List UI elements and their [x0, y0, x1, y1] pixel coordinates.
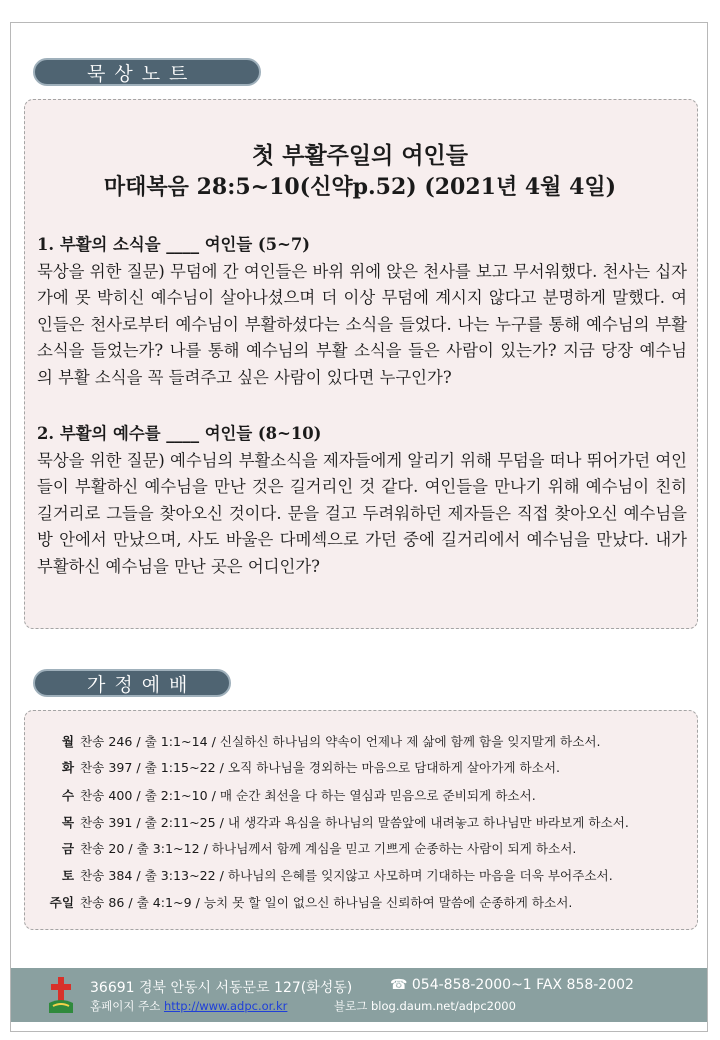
- question-2-body: 묵상을 위한 질문) 예수님의 부활소식을 제자들에게 알리기 위해 무덤을 떠나 뛰어가던 여인들이 부활하신 예수님을 만난 것은 길거리인 것 같다. 여인들을 만나기 위해 예수님이 친히 길거리로 그들을 찾아오신 것이다. 문을 걸고 두려워하던 제자들은 직접 찾아오신 예수님을 방 안에서 만났으며, 사도 바울은 다메섹으로 가던 중에 길거리에서 예수님을 만났다. 내가 부활하신 예수님을 만난 곳은 어디인가?: [37, 450, 687, 576]
- meditation-title: 첫 부활주일의 여인들: [252, 142, 468, 169]
- question-1-heading: 1. 부활의 소식을 ____ 여인들 (5~7): [37, 235, 310, 254]
- worship-text: 찬송 397 / 출 1:15~22 / 오직 하나님을 경외하는 마음으로 담대하게 살아가게 하소서.: [80, 759, 561, 775]
- section-title-meditation: 묵상노트: [33, 58, 261, 86]
- worship-day: 목: [61, 814, 74, 830]
- worship-text: 찬송 86 / 출 4:1~9 / 능치 못 할 일이 없으신 하나님을 신뢰하여 말씀에 순종하게 하소서.: [80, 894, 573, 910]
- section-title-family-worship: 가정예배: [33, 669, 231, 697]
- worship-text: 찬송 246 / 출 1:1~14 / 신실하신 하나님의 약속이 언제나 제 삶에 함께 함을 잊지말게 하소서.: [80, 733, 601, 749]
- footer-homepage-link[interactable]: http://www.adpc.or.kr: [163, 999, 288, 1013]
- worship-row-tue: [30, 756, 560, 776]
- worship-row-sun: [30, 891, 572, 911]
- meditation-subtitle: 마태복음 28:5~10(신약p.52) (2021년 4월 4일): [103, 174, 617, 200]
- worship-text: 찬송 400 / 출 2:1~10 / 매 순간 최선을 다 하는 열심과 믿음으로 준비되게 하소서.: [80, 787, 536, 803]
- worship-row-wed: [30, 784, 536, 804]
- worship-text: 찬송 20 / 출 3:1~12 / 하나님께서 함께 계심을 믿고 기쁘게 순종하는 사람이 되게 하소서.: [80, 840, 577, 856]
- worship-text: 찬송 391 / 출 2:11~25 / 내 생각과 욕심을 하나님의 말씀앞에 내려놓고 하나님만 바라보게 하소서.: [80, 814, 629, 830]
- footer-line-1: [90, 977, 634, 997]
- worship-day: 금: [61, 840, 74, 856]
- question-1-body: 묵상을 위한 질문) 무덤에 간 여인들은 바위 위에 앉은 천사를 보고 무서워했다. 천사는 십자가에 못 박히신 예수님이 살아나셨으며 더 이상 무덤에 계시지 않다고 분명하게 말했다. 여인들은 천사로부터 예수님이 부활하셨다는 소식을 들었다. 나는 누구를 통해 예수님의 부활소식을 들었는가? 나를 통해 예수님의 부활 소식을 들은 사람이 있는가? 지금 당장 예수님의 부활 소식을 꼭 들려주고 싶은 사람이 있다면 누구인가?: [37, 261, 687, 387]
- worship-day: 월: [61, 733, 74, 749]
- worship-row-sat: [30, 864, 613, 884]
- footer-line-2: [90, 998, 516, 1014]
- worship-row-fri: [30, 837, 576, 857]
- footer-blog: 블로그 blog.daum.net/adpc2000: [334, 999, 516, 1013]
- worship-row-mon: [30, 730, 601, 750]
- footer-homepage-label: 홈페이지 주소: [90, 999, 161, 1013]
- question-2-heading: 2. 부활의 예수를 ____ 여인들 (8~10): [37, 424, 322, 443]
- footer-address: 36691 경북 안동시 서동문로 127(화성동): [90, 980, 353, 996]
- worship-row-thu: [30, 811, 629, 831]
- worship-text: 찬송 384 / 출 3:13~22 / 하나님의 은혜를 잊지않고 사모하며 기대하는 마음을 더욱 부어주소서.: [80, 867, 613, 883]
- question-1: [37, 232, 687, 391]
- worship-day: 수: [61, 787, 74, 803]
- worship-day: 토: [61, 867, 74, 883]
- footer-phone: ☎ 054-858-2000~1 FAX 858-2002: [390, 977, 634, 993]
- church-cross-logo-icon: [47, 975, 75, 1015]
- worship-day: 주일: [49, 894, 74, 910]
- worship-day: 화: [61, 759, 74, 775]
- question-2: [37, 421, 687, 580]
